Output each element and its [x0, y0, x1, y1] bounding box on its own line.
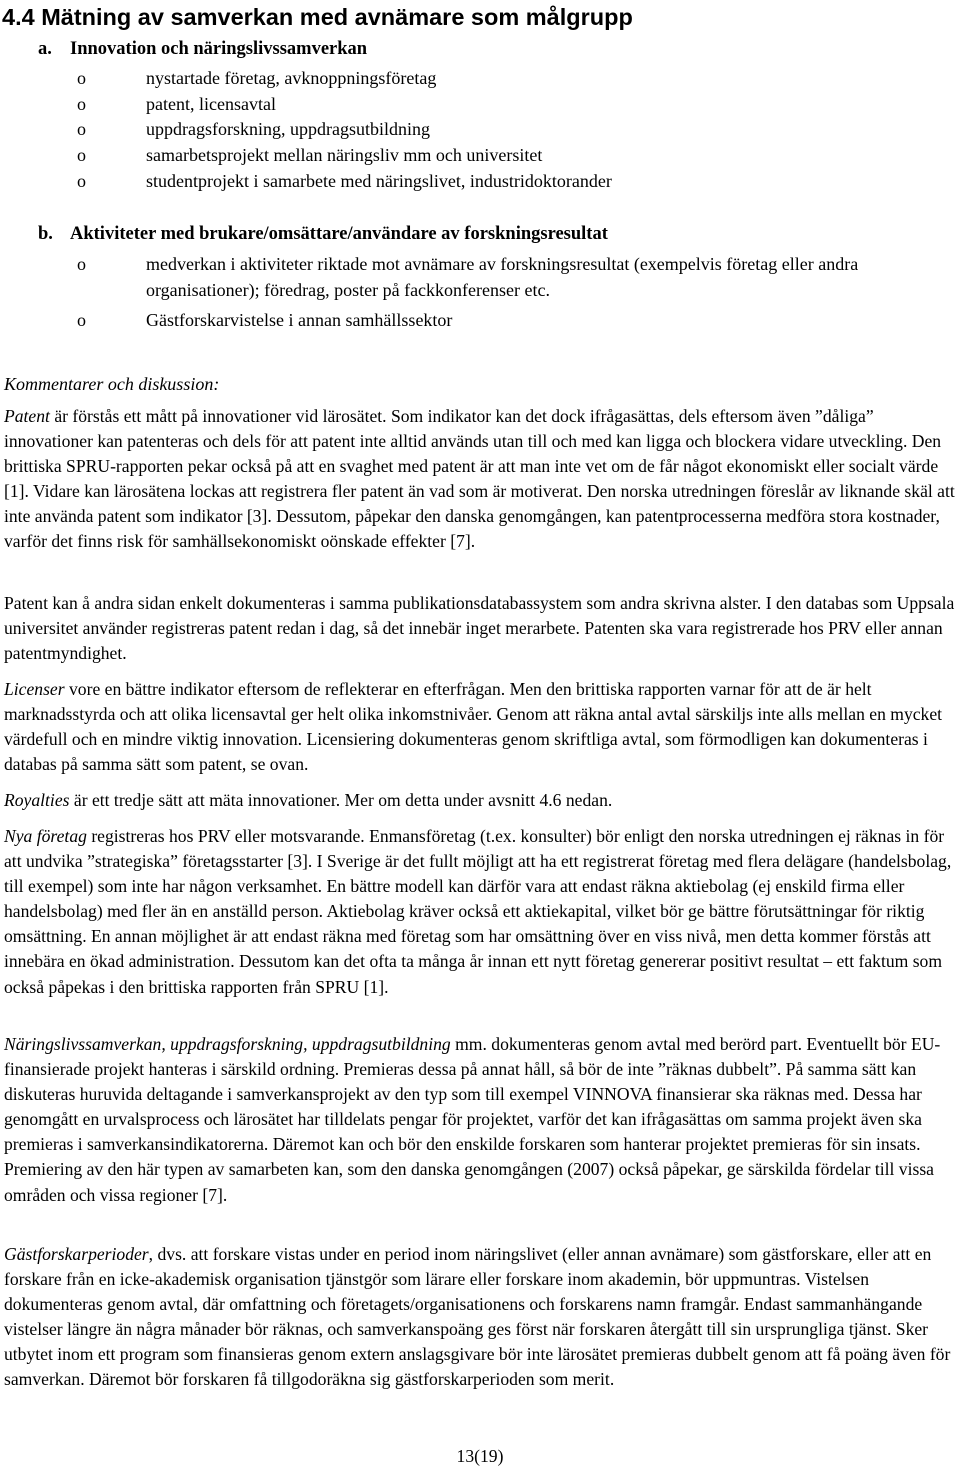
list-item: o Gästforskarvistelse i annan samhällssektor — [0, 308, 960, 334]
subsection-a-label: a. — [38, 39, 52, 59]
list-item: o nystartade företag, avknoppningsföretag — [0, 66, 642, 92]
paragraph-lead: Patent — [4, 406, 50, 426]
bullet-marker: o — [77, 145, 86, 166]
subsection-b-label: b. — [38, 224, 53, 244]
subsection-b-list — [0, 252, 960, 334]
page-number: 13(19) — [456, 1446, 504, 1466]
subsection-a-title: Innovation och näringslivssamverkan — [70, 39, 368, 59]
list-item: o patent, licensavtal — [0, 92, 642, 118]
paragraph-lead: Royalties — [4, 790, 70, 810]
bullet-marker: o — [77, 93, 86, 114]
bullet-marker: o — [77, 310, 86, 331]
bullet-marker: o — [77, 170, 86, 191]
comments-heading: Kommentarer och diskussion: — [4, 374, 220, 394]
paragraph-nya-foretag: Nya företag registreras hos PRV eller motsvarande. Enmansföretag (t.ex. konsulter) bör enligt den norska utredningen ej räknas in för att undvika ”strategiska” företagsstarter [3]. I Sverige är det fullt möjligt att ha ett registrerat företag med flera delägare (handelsbolag, till exempel) som inte har någon verksamhet. En bättre modell kan därför vara att endast räkna aktiebolag (ej enskild firma eller handelsbolag) med fler än en anställd person. Aktiebolag kräver också ett aktiekapital, vilket bör ge bättre förutsättningar för riktig omsättning. En annan möjlighet är att endast räkna med företag som har omsättning över en viss nivå, men detta kommer förstås att innebära en ökad administration. Dessutom kan det ofta ta många år innan ett nytt företag genererar positivt resultat – ett faktum som också påpekas i den brittiska rapporten från SPRU [1]. — [4, 826, 952, 997]
paragraph-naringslivssamverkan: Näringslivssamverkan, uppdragsforskning, uppdragsutbildning mm. dokumenteras genom avtal med berörd part. Eventuellt bör EU-finansierade projekt hanteras i särskild ordning. Premieras dessa på annat håll, så bör de inte ”räknas dubbelt”. På samma sätt kan diskuteras huruvida deltagande i samverkansprojekt av den typ som till exempel VINNOVA finansierar ska räknas med. Dessa har genomgått en urvalsprocess och lärosätet har tilldelats pengar för projektet, varför det kan ifrågasättas om samma projekt även ska premieras i samverkansindikatorerna. Däremot kan och bör den enskilde forskaren som hanterar projektet premieras för sin insats. Premiering av den här typen av samarbeten kan, som den danska genomgången (2007) också påpekar, ge särskilda fördelar till vissa områden och vissa regioner [7]. — [4, 1034, 941, 1205]
paragraph-patent: Patent är förstås ett mått på innovationer vid lärosätet. Som indikator kan det dock ifrågasättas, dels eftersom även ”dåliga” innovationer kan patenteras och dels för att patent inte alltid används utan till och med kan ligga och blockera vidare utveckling. Den brittiska SPRU-rapporten pekar också på att en svaghet med patent är att man inte vet om de får något ekonomiskt eller socialt värde [1]. Vidare kan lärosätena lockas att registrera fler patent än vad som är motiverat. Den norska utredningen föreslår av liknande skäl att inte använda patent som indikator [3]. Dessutom, påpekar den danska genomgången, kan patentprocesserna medföra stora kostnader, varför det finns risk för samhällsekonomiskt oönskade effekter [7]. — [4, 406, 955, 552]
paragraph-gastforskarperioder: Gästforskarperioder, dvs. att forskare vistas under en period inom näringslivet (eller annan avnämare) som gästforskare, eller att en forskare från en icke-akademisk organisation tjänstgör som lärare eller forskare inom akademin, bör uppmuntras. Vistelsen dokumenteras genom avtal, där omfattning och företagets/organisationens och forskarens namn framgår. Endast sammanhängande vistelser längre än några månader bör räknas, och samverkanspoäng ges först när forskaren återgått till sin ursprungliga tjänst. Sker utbytet inom ett program som finansieras genom extern anslagsgivare bör inte lärosätet premieras dubbelt genom att få poäng även för samverkan. Däremot bör forskaren få tillgodoräkna sig gästforskarperioden som merit. — [4, 1244, 951, 1390]
bullet-marker: o — [77, 119, 86, 140]
subsection-b-heading — [38, 221, 608, 247]
list-item: o studentprojekt i samarbete med näringslivet, industridoktorander — [0, 169, 642, 195]
bullet-marker: o — [77, 254, 86, 274]
paragraph-lead: Licenser — [4, 679, 65, 699]
subsection-a-heading — [38, 36, 367, 62]
list-item: o medverkan i aktiviteter riktade mot avnämare av forskningsresultat (exempelvis företag eller andra organisationer); föredrag, poster på fackkonferenser etc. — [77, 254, 859, 300]
subsection-a-list — [0, 66, 642, 195]
bullet-marker: o — [77, 68, 86, 88]
section-heading: 4.4 Mätning av samverkan med avnämare som målgrupp — [2, 4, 633, 30]
list-item: o samarbetsprojekt mellan näringsliv mm och universitet — [0, 143, 642, 169]
paragraph-patent-documentation: Patent kan å andra sidan enkelt dokumenteras i samma publikationsdatabassystem som andra skrivna alster. I den databas som Uppsala universitet använder registreras patent redan i dag, så det innebär inget merarbete. Patenten ska vara registrerade hos PRV eller annan patentmyndighet. — [4, 593, 955, 664]
paragraph-lead: Nya företag — [4, 826, 87, 846]
list-item: o uppdragsforskning, uppdragsutbildning — [0, 117, 642, 143]
subsection-b-title: Aktiviteter med brukare/omsättare/användare av forskningsresultat — [70, 224, 608, 244]
paragraph-royalties: Royalties är ett tredje sätt att mäta innovationer. Mer om detta under avsnitt 4.6 nedan. — [4, 790, 613, 810]
paragraph-lead: Gästforskarperioder — [4, 1244, 149, 1264]
paragraph-licenser: Licenser vore en bättre indikator eftersom de reflekterar en efterfrågan. Men den brittiska rapporten varnar för att de är helt marknadsstyrda och att olika licensavtal ger helt olika inkomstnivåer. Genom att räkna antal avtal särskiljs inte alls mellan en mycket värdefull och en mindre viktig innovation. Licensiering dokumenteras genom skriftliga avtal, som förmodligen kan dokumenteras i databas på samma sätt som patent, se ovan. — [4, 679, 943, 775]
paragraph-lead: Näringslivssamverkan, uppdragsforskning, uppdragsutbildning — [4, 1034, 451, 1054]
